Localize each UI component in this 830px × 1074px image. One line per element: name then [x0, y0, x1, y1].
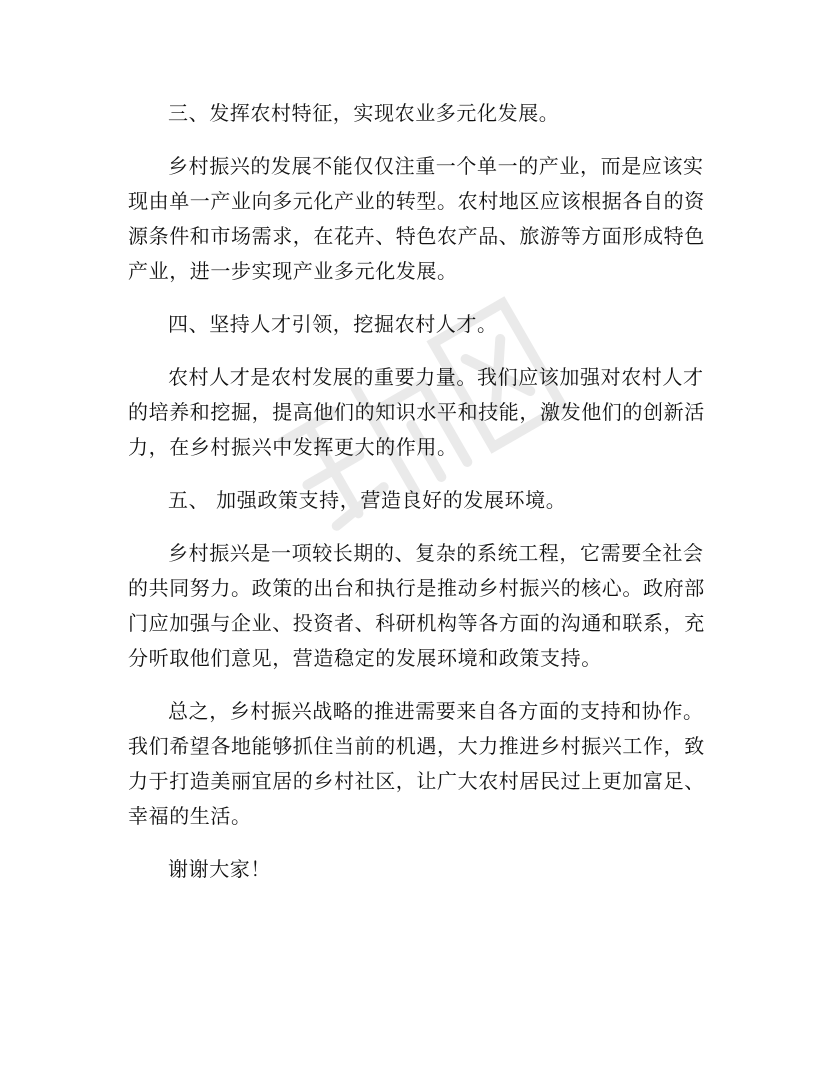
paragraph-policy: 乡村振兴是一项较长期的、复杂的系统工程，它需要全社会的共同努力。政策的出台和执行是推动乡村振兴的核心。政府部门应加强与企业、投资者、科研机构等各方面的沟通和联系，充分听取他们意见，营造稳定的发展环境和政策支持。	[128, 541, 705, 670]
section-heading-3: 三、发挥农村特征，实现农业多元化发展。	[168, 101, 560, 125]
section-heading-4: 四、坚持人才引领，挖掘农村人才。	[168, 312, 498, 336]
document-body	[128, 96, 720, 887]
paragraph-diversification: 乡村振兴的发展不能仅仅注重一个单一的产业，而是应该实现由单一产业向多元化产业的转型。农村地区应该根据各自的资源条件和市场需求，在花卉、特色农产品、旅游等方面形成特色产业，进一步实现产业多元化发展。	[128, 154, 705, 283]
section-heading-5: 五、 加强政策支持，营造良好的发展环境。	[168, 488, 567, 512]
paragraph-talent: 农村人才是农村发展的重要力量。我们应该加强对农村人才的培养和挖掘，提高他们的知识水平和技能，激发他们的创新活力，在乡村振兴中发挥更大的作用。	[128, 365, 705, 459]
paragraph-conclusion: 总之，乡村振兴战略的推进需要来自各方面的支持和协作。我们希望各地能够抓住当前的机遇，大力推进乡村振兴工作，致力于打造美丽宜居的乡村社区，让广大农村居民过上更加富足、幸福的生活。	[128, 699, 705, 828]
closing-thanks: 谢谢大家！	[168, 857, 271, 881]
